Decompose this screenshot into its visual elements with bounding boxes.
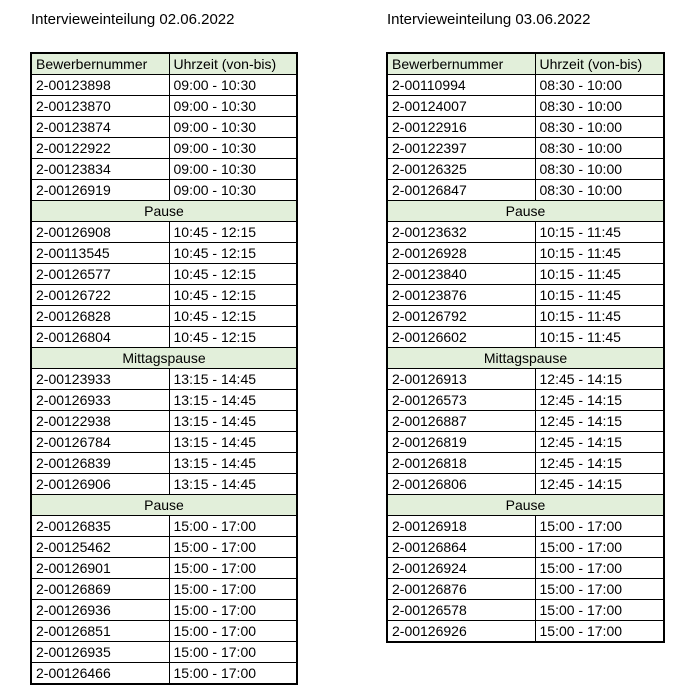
applicant-number-cell: 2-00126851	[31, 621, 169, 642]
time-slot-cell: 10:15 - 11:45	[535, 285, 664, 306]
time-slot-cell: 10:15 - 11:45	[535, 327, 664, 348]
time-slot-cell: 13:15 - 14:45	[169, 411, 297, 432]
applicant-number-cell: 2-00126325	[387, 159, 535, 180]
header-row	[31, 53, 297, 75]
table-row	[387, 516, 664, 537]
schedule-panel-day2	[386, 12, 665, 643]
time-slot-cell: 09:00 - 10:30	[169, 159, 297, 180]
time-slot-cell: 12:45 - 14:15	[535, 453, 664, 474]
table-row	[387, 579, 664, 600]
table-row	[31, 579, 297, 600]
table-row	[31, 642, 297, 663]
time-slot-cell: 15:00 - 17:00	[535, 558, 664, 579]
applicant-number-cell: 2-00123870	[31, 96, 169, 117]
break-label: Mittagspause	[387, 348, 664, 369]
column-header: Bewerbernummer	[387, 53, 535, 75]
table-row	[31, 390, 297, 411]
applicant-number-cell: 2-00126722	[31, 285, 169, 306]
time-slot-cell: 12:45 - 14:15	[535, 474, 664, 495]
table-row	[31, 159, 297, 180]
applicant-number-cell: 2-00123632	[387, 222, 535, 243]
break-row	[387, 201, 664, 222]
time-slot-cell: 08:30 - 10:00	[535, 138, 664, 159]
time-slot-cell: 12:45 - 14:15	[535, 411, 664, 432]
applicant-number-cell: 2-00126887	[387, 411, 535, 432]
time-slot-cell: 10:45 - 12:15	[169, 222, 297, 243]
time-slot-cell: 13:15 - 14:45	[169, 432, 297, 453]
table-row	[387, 96, 664, 117]
table-row	[387, 264, 664, 285]
table-row	[31, 537, 297, 558]
applicant-number-cell: 2-00126869	[31, 579, 169, 600]
applicant-number-cell: 2-00122916	[387, 117, 535, 138]
table-row	[31, 138, 297, 159]
time-slot-cell: 15:00 - 17:00	[169, 537, 297, 558]
time-slot-cell: 15:00 - 17:00	[169, 558, 297, 579]
applicant-number-cell: 2-00122397	[387, 138, 535, 159]
time-slot-cell: 13:15 - 14:45	[169, 474, 297, 495]
applicant-number-cell: 2-00126901	[31, 558, 169, 579]
time-slot-cell: 10:45 - 12:15	[169, 243, 297, 264]
time-slot-cell: 15:00 - 17:00	[535, 537, 664, 558]
time-slot-cell: 15:00 - 17:00	[169, 663, 297, 685]
time-slot-cell: 10:45 - 12:15	[169, 264, 297, 285]
table-row	[387, 621, 664, 643]
time-slot-cell: 12:45 - 14:15	[535, 369, 664, 390]
applicant-number-cell: 2-00126913	[387, 369, 535, 390]
time-slot-cell: 15:00 - 17:00	[169, 600, 297, 621]
table-row	[387, 411, 664, 432]
time-slot-cell: 10:45 - 12:15	[169, 306, 297, 327]
schedule-title-day2: Intervieweinteilung 03.06.2022	[387, 11, 591, 28]
time-slot-cell: 15:00 - 17:00	[169, 642, 297, 663]
time-slot-cell: 10:15 - 11:45	[535, 243, 664, 264]
time-slot-cell: 13:15 - 14:45	[169, 390, 297, 411]
table-row	[387, 75, 664, 96]
applicant-number-cell: 2-00126936	[31, 600, 169, 621]
time-slot-cell: 12:45 - 14:15	[535, 432, 664, 453]
table-row	[31, 474, 297, 495]
schedule-title-day1: Intervieweinteilung 02.06.2022	[31, 11, 235, 28]
table-row	[31, 327, 297, 348]
applicant-number-cell: 2-00126928	[387, 243, 535, 264]
applicant-number-cell: 2-00126466	[31, 663, 169, 685]
time-slot-cell: 08:30 - 10:00	[535, 75, 664, 96]
applicant-number-cell: 2-00123876	[387, 285, 535, 306]
break-row	[387, 495, 664, 516]
table-row	[31, 285, 297, 306]
time-slot-cell: 10:15 - 11:45	[535, 222, 664, 243]
break-label: Mittagspause	[31, 348, 297, 369]
table-row	[31, 600, 297, 621]
applicant-number-cell: 2-00126835	[31, 516, 169, 537]
interview-table-day1	[30, 52, 298, 685]
applicant-number-cell: 2-00123834	[31, 159, 169, 180]
applicant-number-cell: 2-00126933	[31, 390, 169, 411]
table-row	[31, 432, 297, 453]
time-slot-cell: 09:00 - 10:30	[169, 75, 297, 96]
table-row	[31, 243, 297, 264]
table-row	[31, 117, 297, 138]
applicant-number-cell: 2-00126819	[387, 432, 535, 453]
interview-table-day2	[386, 52, 665, 643]
break-label: Pause	[387, 495, 664, 516]
time-slot-cell: 12:45 - 14:15	[535, 390, 664, 411]
applicant-number-cell: 2-00126828	[31, 306, 169, 327]
applicant-number-cell: 2-00126839	[31, 453, 169, 474]
time-slot-cell: 15:00 - 17:00	[535, 516, 664, 537]
time-slot-cell: 10:45 - 12:15	[169, 285, 297, 306]
applicant-number-cell: 2-00126784	[31, 432, 169, 453]
table-row	[31, 180, 297, 201]
table-row	[387, 159, 664, 180]
applicant-number-cell: 2-00126806	[387, 474, 535, 495]
applicant-number-cell: 2-00126792	[387, 306, 535, 327]
applicant-number-cell: 2-00126935	[31, 642, 169, 663]
time-slot-cell: 10:15 - 11:45	[535, 306, 664, 327]
table-row	[387, 390, 664, 411]
table-row	[31, 411, 297, 432]
time-slot-cell: 08:30 - 10:00	[535, 180, 664, 201]
time-slot-cell: 15:00 - 17:00	[169, 516, 297, 537]
applicant-number-cell: 2-00126847	[387, 180, 535, 201]
time-slot-cell: 10:45 - 12:15	[169, 327, 297, 348]
time-slot-cell: 15:00 - 17:00	[169, 621, 297, 642]
time-slot-cell: 08:30 - 10:00	[535, 96, 664, 117]
header-row	[387, 53, 664, 75]
applicant-number-cell: 2-00123933	[31, 369, 169, 390]
column-header: Uhrzeit (von-bis)	[169, 53, 297, 75]
applicant-number-cell: 2-00126926	[387, 621, 535, 643]
time-slot-cell: 15:00 - 17:00	[535, 621, 664, 643]
applicant-number-cell: 2-00126918	[387, 516, 535, 537]
table-row	[387, 474, 664, 495]
table-row	[31, 621, 297, 642]
table-row	[387, 537, 664, 558]
applicant-number-cell: 2-00122938	[31, 411, 169, 432]
time-slot-cell: 09:00 - 10:30	[169, 138, 297, 159]
table-row	[387, 285, 664, 306]
table-row	[387, 327, 664, 348]
break-label: Pause	[387, 201, 664, 222]
table-row	[31, 264, 297, 285]
table-row	[31, 516, 297, 537]
break-row	[31, 348, 297, 369]
time-slot-cell: 13:15 - 14:45	[169, 453, 297, 474]
applicant-number-cell: 2-00123898	[31, 75, 169, 96]
applicant-number-cell: 2-00122922	[31, 138, 169, 159]
table-row	[387, 117, 664, 138]
applicant-number-cell: 2-00126908	[31, 222, 169, 243]
break-row	[387, 348, 664, 369]
time-slot-cell: 15:00 - 17:00	[535, 600, 664, 621]
time-slot-cell: 15:00 - 17:00	[535, 579, 664, 600]
table-row	[387, 453, 664, 474]
schedule-panel-day1	[30, 12, 298, 685]
applicant-number-cell: 2-00124007	[387, 96, 535, 117]
time-slot-cell: 09:00 - 10:30	[169, 96, 297, 117]
applicant-number-cell: 2-00126906	[31, 474, 169, 495]
applicant-number-cell: 2-00123840	[387, 264, 535, 285]
applicant-number-cell: 2-00126804	[31, 327, 169, 348]
time-slot-cell: 10:15 - 11:45	[535, 264, 664, 285]
applicant-number-cell: 2-00126818	[387, 453, 535, 474]
table-row	[387, 600, 664, 621]
table-row	[31, 75, 297, 96]
applicant-number-cell: 2-00126602	[387, 327, 535, 348]
time-slot-cell: 13:15 - 14:45	[169, 369, 297, 390]
column-header: Uhrzeit (von-bis)	[535, 53, 664, 75]
applicant-number-cell: 2-00123874	[31, 117, 169, 138]
time-slot-cell: 15:00 - 17:00	[169, 579, 297, 600]
table-row	[387, 369, 664, 390]
table-row	[31, 96, 297, 117]
time-slot-cell: 08:30 - 10:00	[535, 159, 664, 180]
table-row	[31, 663, 297, 685]
break-row	[31, 201, 297, 222]
table-row	[387, 558, 664, 579]
break-label: Pause	[31, 495, 297, 516]
table-row	[31, 453, 297, 474]
table-row	[387, 432, 664, 453]
time-slot-cell: 09:00 - 10:30	[169, 117, 297, 138]
break-label: Pause	[31, 201, 297, 222]
applicant-number-cell: 2-00125462	[31, 537, 169, 558]
break-row	[31, 495, 297, 516]
table-row	[387, 243, 664, 264]
time-slot-cell: 09:00 - 10:30	[169, 180, 297, 201]
applicant-number-cell: 2-00110994	[387, 75, 535, 96]
table-row	[31, 306, 297, 327]
applicant-number-cell: 2-00113545	[31, 243, 169, 264]
applicant-number-cell: 2-00126876	[387, 579, 535, 600]
table-row	[387, 138, 664, 159]
table-row	[31, 369, 297, 390]
applicant-number-cell: 2-00126577	[31, 264, 169, 285]
applicant-number-cell: 2-00126864	[387, 537, 535, 558]
applicant-number-cell: 2-00126573	[387, 390, 535, 411]
table-row	[387, 306, 664, 327]
table-row	[387, 180, 664, 201]
applicant-number-cell: 2-00126924	[387, 558, 535, 579]
time-slot-cell: 08:30 - 10:00	[535, 117, 664, 138]
applicant-number-cell: 2-00126578	[387, 600, 535, 621]
applicant-number-cell: 2-00126919	[31, 180, 169, 201]
column-header: Bewerbernummer	[31, 53, 169, 75]
table-row	[387, 222, 664, 243]
table-row	[31, 558, 297, 579]
table-row	[31, 222, 297, 243]
